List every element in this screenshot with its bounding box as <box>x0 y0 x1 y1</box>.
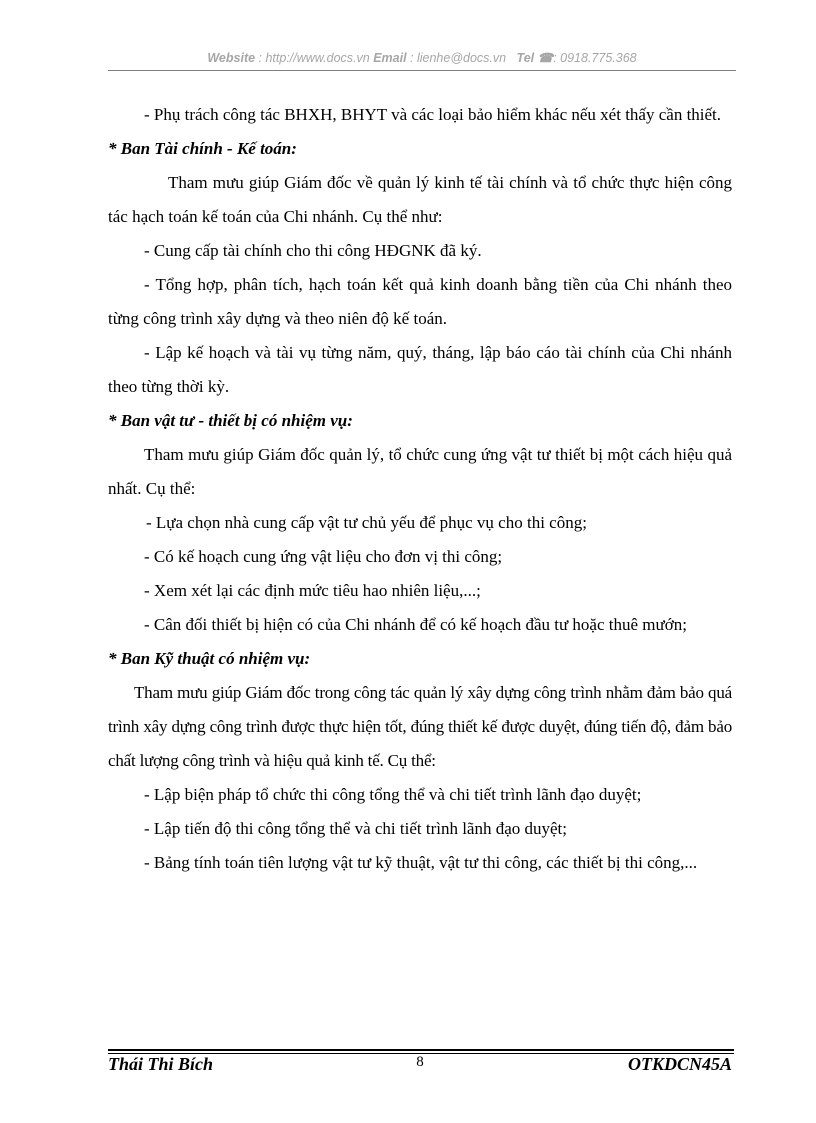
paragraph-finance-item-1: - Cung cấp tài chính cho thi công HĐGNK đã ký. <box>144 241 482 260</box>
tel-value: : 0918.775.368 <box>553 51 637 65</box>
email-label: Email <box>373 51 407 65</box>
paragraph-materials-item-3: - Xem xét lại các định mức tiêu hao nhiên liệu,...; <box>144 581 481 600</box>
tel-label: Tel <box>516 51 535 65</box>
page-number: 8 <box>416 1054 424 1070</box>
paragraph-technical-intro: Tham mưu giúp Giám đốc trong công tác quản lý xây dựng công trình nhằm đảm bảo quá trình xây dựng công trình được thực hiện tốt, đúng thiết kế được duyệt, đúng tiến độ, đảm bảo chất lượng công trình và hiệu quả kinh tế. Cụ thể: <box>108 683 732 770</box>
heading-materials-equipment: * Ban vật tư - thiết bị có nhiệm vụ: <box>108 411 353 430</box>
website-separator: : <box>255 51 266 65</box>
paragraph-materials-item-2: - Có kế hoạch cung ứng vật liệu cho đơn vị thi công; <box>144 547 503 566</box>
phone-icon: ☎ <box>537 51 554 65</box>
website-value[interactable]: http://www.docs.vn <box>265 51 370 65</box>
website-label: Website <box>207 51 256 65</box>
header-divider <box>108 70 736 71</box>
footer-code: OTKDCN45A <box>627 1054 732 1074</box>
paragraph-finance-item-3: - Lập kế hoạch và tài vụ từng năm, quý, tháng, lập báo cáo tài chính của Chi nhánh theo từng thời kỳ. <box>108 343 732 396</box>
footer-divider-thick <box>108 1049 734 1051</box>
paragraph-materials-item-4: - Cân đối thiết bị hiện có của Chi nhánh để có kế hoạch đầu tư hoặc thuê mướn; <box>144 615 687 634</box>
paragraph-technical-item-1: - Lập biện pháp tổ chức thi công tổng thể và chi tiết trình lãnh đạo duyệt; <box>144 785 642 804</box>
paragraph-technical-item-3: - Bảng tính toán tiên lượng vật tư kỹ thuật, vật tư thi công, các thiết bị thi công,... <box>144 853 698 872</box>
document-body <box>108 98 732 880</box>
paragraph-technical-item-2: - Lập tiến độ thi công tổng thể và chi tiết trình lãnh đạo duyệt; <box>144 819 568 838</box>
heading-finance-accounting: * Ban Tài chính - Kế toán: <box>108 139 297 158</box>
paragraph-finance-intro: Tham mưu giúp Giám đốc về quản lý kinh tế tài chính và tổ chức thực hiện công tác hạch toán kế toán của Chi nhánh. Cụ thể như: <box>108 173 732 226</box>
footer-author: Thái Thi Bích <box>108 1054 214 1074</box>
email-value[interactable]: lienhe@docs.vn <box>416 51 507 65</box>
email-separator: : <box>406 51 417 65</box>
paragraph-insurance: - Phụ trách công tác BHXH, BHYT và các loại bảo hiểm khác nếu xét thấy cần thiết. <box>144 105 722 124</box>
paragraph-materials-intro: Tham mưu giúp Giám đốc quản lý, tổ chức cung ứng vật tư thiết bị một cách hiệu quả nhất. Cụ thể: <box>108 445 732 498</box>
heading-technical: * Ban Kỹ thuật có nhiệm vụ: <box>108 649 311 668</box>
paragraph-materials-item-1: - Lựa chọn nhà cung cấp vật tư chủ yếu để phục vụ cho thi công; <box>146 513 587 532</box>
page-header <box>108 50 736 65</box>
paragraph-finance-item-2: - Tổng hợp, phân tích, hạch toán kết quả kinh doanh bằng tiền của Chi nhánh theo từng công trình xây dựng và theo niên độ kế toán. <box>108 275 732 328</box>
